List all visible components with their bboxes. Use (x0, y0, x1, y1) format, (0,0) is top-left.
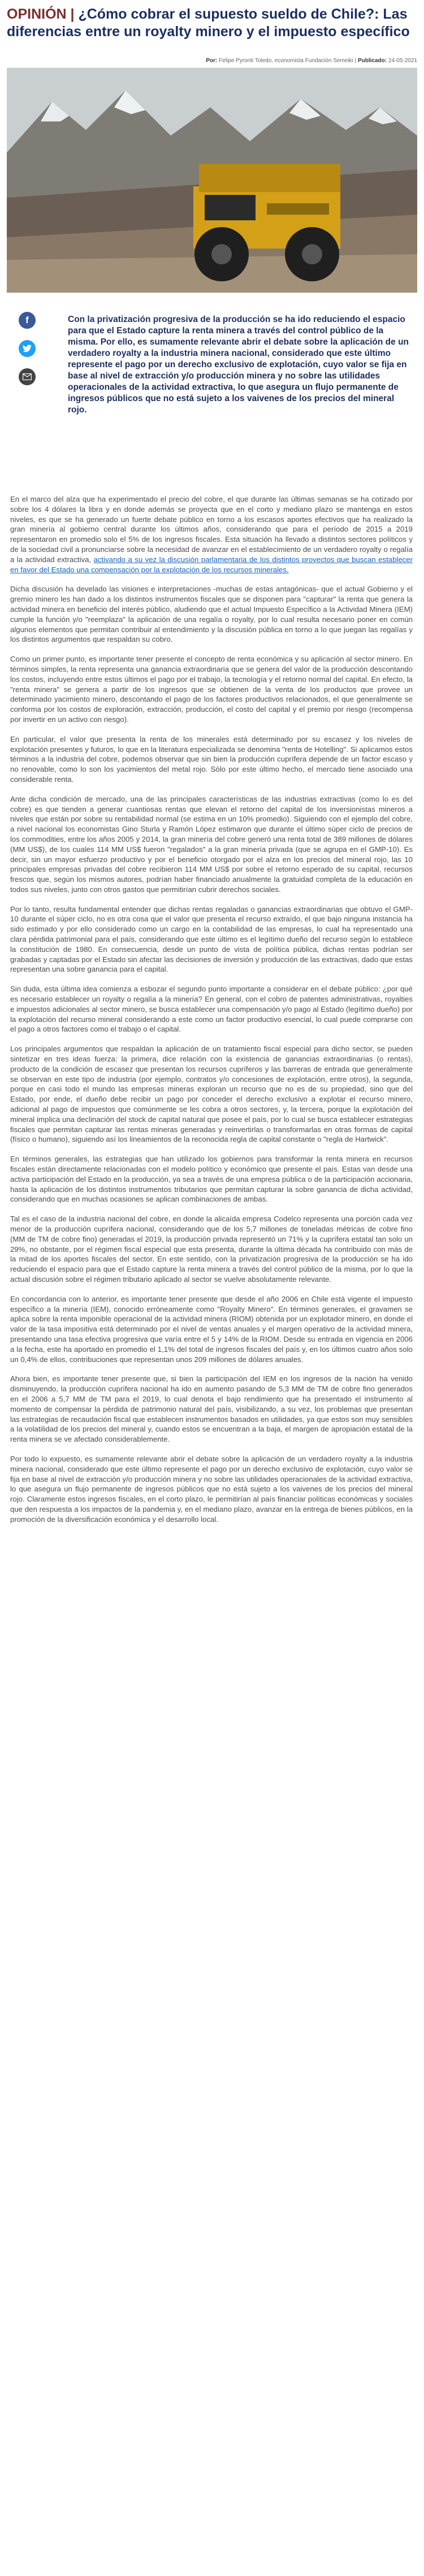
parliamentary-discussion-link[interactable]: activando a su vez la discusión parlamentaria de los distintos proyectos que buscan establecer en favor del Estado una compensación por la explotación de los recursos minerales. (10, 555, 413, 574)
article-title-text: ¿Cómo cobrar el supuesto sueldo de Chile?: Las diferencias entre un royalty minero y el impuesto específico (7, 6, 410, 40)
facebook-share-button[interactable] (19, 312, 36, 329)
paragraph: En concordancia con lo anterior, es importante tener presente que desde el año 2006 en Chile está vigente el impuesto específico a la minería (IEM), conocido erróneamente como "Royalty Minero". En términos generales, el gravamen se aplica sobre la renta imponible operacional de la actividad minera (RIOM) obtenida por un explotador minero, en donde el valor de la tasa impositiva está determinado por el nivel de ventas anuales y el margen operativo de la actividad minera, presentando una tasa efectiva progresiva que varía entre el 5 y 14% de la RIOM. Desde su entrada en vigencia en 2006 a la fecha, este ha aportado en promedio el 1,1% del total de ingresos fiscales del país y, en los últimos cuatro años solo un 0,4% de ellos, contribuciones que representan unos 209 millones de dólares anuales. (10, 1294, 413, 1364)
paragraph: Por todo lo expuesto, es sumamente relevante abrir el debate sobre la aplicación de un verdadero royalty a la industria minera nacional, considerado que este último represente el pago por un derecho exclusivo de explotación, cuyo valor se fija en base al nivel de extracción y/o producción minera y no sobre las utilidades operacionales de la actividad extractiva, lo que asegura un flujo permanente de ingresos públicos que no está sujeto a los vaivenes de los precios del mineral rojo. Claramente estos ingresos fiscales, en el corto plazo, le permitirían al país financiar políticas económicas y sociales que den respuesta a los impactos de la pandemia y, en el mediano plazo, avanzar en la entrega de bienes públicos, en la promoción de la diversificación económica y el desarrollo local. (10, 1454, 413, 1524)
hero-image-mine-truck (7, 68, 417, 293)
paragraph: Ante dicha condición de mercado, una de las principales características de las industrias extractivas (como lo es del cobre) es que tienden a generar cuantiosas rentas que elevan el retorno del capital de los inversionistas mineros a niveles que están por sobre su rentabilidad normal (se estima en un 10% promedio). Siguiendo con el ejemplo del cobre, a nivel nacional los economistas Gino Sturla y Ramón López estimaron que durante el último súper ciclo de precios de los commodities, entre los años 2005 y 2014, la gran minería del cobre generó una renta total de 389 millones de dólares (MM US$), de los cuales 114 MM US$ fueron "regalados" a la gran minería privada (que se agrupa en el GMP-10). Es decir, sin un mayor esfuerzo productivo y por el beneficio otorgado por el alza en los precios del mineral rojo, las 10 principales empresas privadas del cobre recibieron 114 MM US$ por sobre el retorno esperado de su capital, recursos frescos que, según los mismos autores, podrían haber financiado anualmente la gratuidad completa de la educación en todos sus niveles, junto con otros gastos que permitirían cubrir derechos sociales. (10, 794, 413, 894)
paragraph: Ahora bien, es importante tener presente que, si bien la participación del IEM en los ingresos de la nación ha venido disminuyendo, la producción cuprífera nacional ha ido en aumento pasando de 5,3 MM de TM de cobre fino generados en el 2006 a 5,7 MM de TM para el 2019, lo cual denota el bajo rendimiento que ha presentado el instrumento al momento de compensar la pérdida de patrimonio natural del país, visibilizando, a su vez, los problemas que presentan las estrategias de recaudación fiscal que establecen instrumentos basados en utilidades, ya que estos son muy sensibles a la volatilidad de los precios del mineral y, cuando estos se encuentran a la baja, el margen de apropiación estatal de la renta minera se ve afectado considerablemente. (10, 1374, 413, 1444)
article-body (10, 494, 413, 1534)
author-name[interactable]: Felipe Pyronti Toledo, economista Fundación Semeiki (219, 58, 353, 64)
paragraph: En el marco del alza que ha experimentado el precio del cobre, el que durante las últimas semanas se ha cotizado por sobre los 4 dólares la libra y en donde además se proyecta que en el corto y mediano plazo se mantenga en estos niveles, es que se ha generado un fuerte debate público en torno a los escasos aportes efectivos que ha realizado la gran minería al gobierno central durante los últimos años, considerando que para el período de 2015 a 2019 representaron en promedio solo el 5% de los ingresos fiscales. Esta situación ha llevado a distintos sectores políticos y de la sociedad civil a pronunciarse sobre la necesidad de avanzar en el establecimiento de un verdadero royalty o regalía a la actividad extractiva, activando a su vez la discusión parlamentaria de los distintos proyectos que buscan establecer en favor del Estado una compensación por la explotación de los recursos minerales. (10, 495, 413, 574)
twitter-icon (23, 345, 32, 353)
paragraph: En particular, el valor que presenta la renta de los minerales está determinado por su escasez y los niveles de explotación presentes y futuros, lo que en la literatura especializada se denomina "renta de Hotelling". Si aplicamos estos términos a la industria del cobre, podemos observar que sin bien la producción cuprífera depende de un factor escaso y no renovable, como lo son los yacimientos del metal rojo. Sólo por este último hecho, el mercado tiene asociado una considerable renta. (10, 734, 413, 784)
paragraph: Tal es el caso de la industria nacional del cobre, en donde la alicaída empresa Codelco representa una porción cada vez menor de la producción cuprífera nacional, considerando que de los 5,7 millones de toneladas métricas de cobre fino (MM de TM de cobre fino) generadas el 2019, la producción privada representó un 71% y la cuprífera estatal tan solo un 29%, no obstante, por el régimen fiscal especial que esta presenta, durante la última década ha contribuido con más de la mitad de los aportes fiscales del sector. En este sentido, con la privatización progresiva de la producción se ha ido reduciendo el espacio para que el Estado capture la renta minera a través del control público de la misma, por lo que la actual discusión sobre el régimen tributario aplicado al sector se vuelve absolutamente relevante. (10, 1215, 413, 1283)
paragraph: Dicha discusión ha develado las visiones e interpretaciones -muchas de estas antagónicas- que el actual Gobierno y el gremio minero les han dado a los distintos instrumentos fiscales que se disponen para "capturar" la renta que genera la actividad minera en beneficio del interés público, aludiendo que el actual Impuesto Específico a la Actividad Minera (IEM) cumple la función y/o "reemplaza" la aplicación de una regalía o royalty, por lo cual resulta necesario poner en común algunos elementos que permitan contribuir al entendimiento y la discusión pública en torno a lo que juegan las regalías y los distintos argumentos que respaldan su cobro. (10, 585, 413, 644)
email-share-button[interactable] (19, 368, 36, 385)
twitter-share-button[interactable] (19, 340, 36, 357)
opinion-kicker: OPINIÓN | (7, 6, 75, 22)
article-lead: Con la privatización progresiva de la producción se ha ido reduciendo el espacio para que el Estado capture la renta minera a través del control público de la misma. Por ello, es sumamente relevante abrir el debate sobre la aplicación de un verdadero royalty a la industria minera nacional, considerado que este último represente el pago por un derecho exclusivo de explotación, cuyo valor se fija en base al nivel de extracción y/o producción minera y no sobre las utilidades operacionales de la actividad extractiva, lo que asegura un flujo permanente de ingresos públicos que no está sujeto a los vaivenes de los precios del mineral rojo. (68, 315, 409, 415)
paragraph: Los principales argumentos que respaldan la aplicación de un tratamiento fiscal especial para dicho sector, se pueden sintetizar en tres ideas fuerza: la primera, dice relación con la existencia de ganancias extraordinarias (o rentas), producto de la condición de escasez que presentan los recursos cupríferos y las barreras de entrada que generalmente se observan en este tipo de industria (por ejemplo, contratos y/o concesiones de explotación, entre otros), la segunda, porque en casi todo el mundo las empresas mineras exploran un recurso que no es de su propiedad, sino que del Estado, por ende, el dueño debe recibir un pago por conceder el derecho exclusivo a explotar el recurso minero, adicional al pago de impuestos que comúnmente se les cobra a otros sectores, y, la tercera, porque la explotación del mineral implica una declinación del stock de capital natural que posee el país, por lo cual se busca establecer estrategias fiscales que permitan capturar las rentas mineras generadas y reinvertirlas o transformarlas en otras formas de capital (físico o humano), siguiendo así los lineamientos de la reconocida regla de capital constante o "regla de Hartwick". (10, 1045, 413, 1144)
facebook-icon: f (25, 315, 29, 325)
paragraph: En términos generales, las estrategias que han utilizado los gobiernos para transformar la renta minera en recursos fiscales están directamente relacionadas con el modelo político y económico que presente el país. Estas van desde una activa participación del Estado en la producción, ya sea a través de una empresa pública o de la participación accionaria, hasta la aplicación de los distintos instrumentos tributarios que permitan capturar la sobre ganancia de dicha actividad, considerando que en muchas ocasiones se aplican combinaciones de ambas. (10, 1155, 413, 1204)
publish-date: 24-05-2021 (388, 58, 417, 64)
article-meta: Por: Felipe Pyronti Toledo, economista Fundación Semeiki | Publicado: 24-05-2021 (206, 58, 417, 64)
paragraph: Como un primer punto, es importante tener presente el concepto de renta económica y su aplicación al sector minero. En términos simples, la renta representa una ganancia extraordinaria que se genera del valor de la producción descontando los costos, incluyendo entre estos últimos el pago por el trabajo, la tecnología y el retorno normal del capital. En efecto, la "renta minera" se genera a partir de los ingresos que se obtienen de la venta de los productos que provee un determinado yacimiento minero, descontando el pago de los factores productivos relacionados, el que generalmente se conforma por los costos de exploración, extracción, producción, el costo del capital y el premio por riesgo (recompensa por invertir en un activo con riesgo). (10, 655, 413, 724)
email-icon (23, 373, 32, 380)
article-title (7, 6, 417, 41)
paragraph: Por lo tanto, resulta fundamental entender que dichas rentas regaladas o ganancias extraordinarias que obtuvo el GMP-10 durante el súper ciclo, no es otra cosa que el valor que presenta el recurso extraído, el que bajo ninguna instancia ha sido estimado y por ello considerado como un cargo en la contabilidad de las empresas, lo cual ha representado una clara pérdida patrimonial para el país, considerando que este último es el legítimo dueño del recurso según lo establece la constitución de 1980. En consecuencia, desde un punto de vista de política pública, dichas rentas podrían ser grabadas y captadas por el Estado sin afectar las decisiones de inversión y producción de las extractivas, dado que estas representan una sobre ganancia para el capital. (10, 904, 413, 974)
paragraph: Sin duda, esta última idea comienza a esbozar el segundo punto importante a considerar en el debate público: ¿por qué es necesario establecer un royalty o regalía a la minería? En general, con el cobro de patentes administrativas, royalties e impuestos adicionales al sector minero, se busca establecer una compensación y/o pago al Estado (legítimo dueño) por la explotación del recurso mineral considerando a este como un factor productivo esencial, lo cual puede comprarse con el pago a otros factores como el trabajo o el capital. (10, 985, 413, 1034)
share-buttons (19, 312, 36, 397)
